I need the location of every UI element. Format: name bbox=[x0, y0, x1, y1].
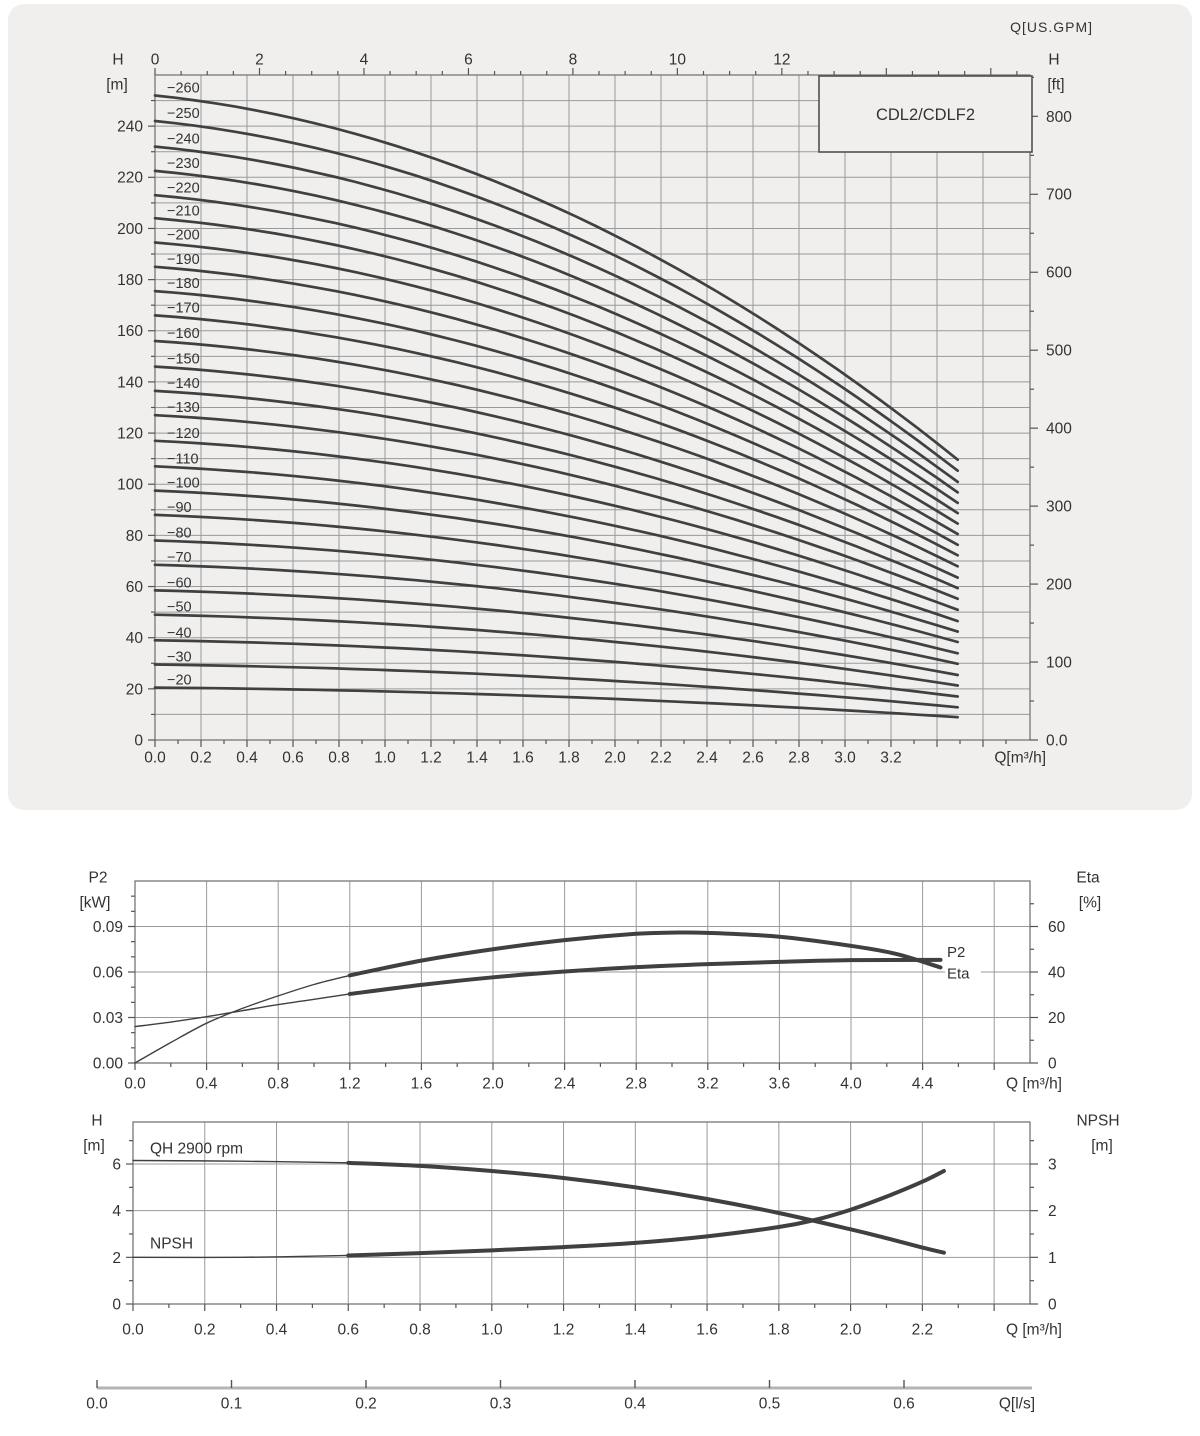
tick-label: 1.8 bbox=[558, 749, 580, 767]
tick-label: 2.0 bbox=[604, 749, 626, 767]
power-efficiency-chart bbox=[80, 869, 1102, 1092]
axis-title: Eta bbox=[1076, 869, 1100, 887]
tick-label: 0.2 bbox=[355, 1395, 377, 1413]
tick-label: 4.4 bbox=[911, 1075, 934, 1093]
tick-label: 0.8 bbox=[328, 749, 350, 767]
tick-label: 0.4 bbox=[265, 1321, 288, 1339]
tick-label: 0.0 bbox=[1046, 732, 1068, 750]
curve-label: −260 bbox=[167, 80, 200, 97]
tick-label: 2.2 bbox=[650, 749, 672, 767]
axis-title: Q [m³/h] bbox=[1006, 1075, 1062, 1093]
tick-label: 20 bbox=[125, 681, 143, 699]
tick-label: 40 bbox=[125, 630, 143, 648]
axis-title: P2 bbox=[88, 869, 108, 887]
tick-label: 2.4 bbox=[696, 749, 718, 767]
eta-curve bbox=[350, 932, 941, 975]
tick-label: 1.0 bbox=[374, 749, 396, 767]
curve-label: −230 bbox=[167, 155, 200, 172]
tick-label: 8 bbox=[568, 51, 578, 69]
tick-label: 200 bbox=[1046, 576, 1072, 594]
tick-label: 100 bbox=[1046, 654, 1072, 672]
curve-label: −210 bbox=[167, 203, 200, 220]
tick-label: 0.1 bbox=[220, 1395, 243, 1413]
tick-label: 0.8 bbox=[267, 1075, 289, 1093]
tick-label: 0.4 bbox=[624, 1395, 646, 1413]
axis-title: Q[US.GPM] bbox=[1010, 18, 1093, 35]
axis-title: H bbox=[112, 51, 124, 69]
tick-label: 60 bbox=[125, 578, 143, 596]
tick-label: 2.0 bbox=[482, 1075, 504, 1093]
tick-label: 80 bbox=[125, 527, 143, 545]
tick-label: 600 bbox=[1046, 264, 1072, 282]
tick-label: 2.0 bbox=[839, 1321, 862, 1339]
tick-label: 20 bbox=[1048, 1009, 1066, 1027]
chart-title: CDL2/CDLF2 bbox=[875, 105, 976, 124]
tick-label: 0 bbox=[1048, 1055, 1057, 1073]
curve-label: −80 bbox=[167, 525, 192, 542]
tick-label: 1.0 bbox=[481, 1321, 503, 1339]
tick-label: 0.6 bbox=[893, 1395, 915, 1413]
tick-label: 100 bbox=[117, 476, 143, 494]
series-label-p2: P2 bbox=[947, 944, 966, 962]
axis-title: H bbox=[91, 1112, 103, 1130]
tick-label: 0.4 bbox=[195, 1075, 218, 1093]
curve-label: −50 bbox=[167, 599, 192, 616]
tick-label: 3.2 bbox=[697, 1075, 719, 1093]
tick-label: 3 bbox=[1048, 1156, 1057, 1174]
tick-label: 2.8 bbox=[788, 749, 810, 767]
curve-label: −250 bbox=[167, 106, 200, 123]
tick-label: 0.8 bbox=[409, 1321, 431, 1339]
tick-label: 2.6 bbox=[742, 749, 764, 767]
tick-label: 120 bbox=[117, 425, 143, 443]
curve-label: −60 bbox=[167, 575, 192, 592]
tick-label: 0 bbox=[150, 51, 160, 69]
tick-label: 2.8 bbox=[625, 1075, 647, 1093]
tick-label: 6 bbox=[464, 51, 473, 69]
tick-label: 0 bbox=[134, 732, 143, 750]
curve-label: −200 bbox=[167, 227, 200, 244]
tick-label: 0.09 bbox=[92, 918, 123, 936]
tick-label: 0.6 bbox=[337, 1321, 360, 1339]
curve-label: −140 bbox=[167, 375, 200, 392]
axis-title: [m] bbox=[83, 1137, 105, 1155]
curve-label: −190 bbox=[167, 251, 200, 268]
tick-label: 10 bbox=[668, 51, 687, 69]
series-label-eta: Eta bbox=[947, 965, 970, 983]
tick-label: 4 bbox=[112, 1203, 121, 1221]
curve-label: −70 bbox=[167, 549, 192, 566]
curve-label-npsh: NPSH bbox=[150, 1235, 194, 1253]
tick-label: 0.4 bbox=[236, 749, 258, 767]
curve-label: −120 bbox=[167, 425, 200, 442]
curve-label: −100 bbox=[167, 475, 200, 492]
curve-label: −220 bbox=[167, 180, 200, 197]
tick-label: 0 bbox=[1048, 1296, 1057, 1314]
npsh-curve bbox=[348, 1171, 944, 1255]
tick-label: 1.2 bbox=[552, 1321, 575, 1339]
axis-title: [m] bbox=[1091, 1137, 1113, 1155]
tick-label: 220 bbox=[117, 169, 143, 187]
tick-label: 0.3 bbox=[489, 1395, 512, 1413]
eta-curve bbox=[135, 975, 350, 1063]
axis-title: Q [m³/h] bbox=[1006, 1321, 1062, 1339]
tick-label: 1.2 bbox=[339, 1075, 361, 1093]
tick-label: 700 bbox=[1046, 186, 1072, 204]
tick-label: 3.0 bbox=[834, 749, 856, 767]
tick-label: 140 bbox=[117, 374, 143, 392]
tick-label: 0.06 bbox=[92, 964, 123, 982]
tick-label: 800 bbox=[1046, 108, 1072, 126]
axis-title: NPSH bbox=[1076, 1112, 1120, 1130]
curve-label: −90 bbox=[167, 499, 192, 516]
tick-label: 1.4 bbox=[466, 749, 488, 767]
axis-title: [m] bbox=[106, 76, 128, 94]
axis-title: [kW] bbox=[79, 894, 111, 912]
curve-label: −240 bbox=[167, 131, 200, 148]
tick-label: 4 bbox=[359, 51, 369, 69]
tick-label: 2.4 bbox=[553, 1075, 576, 1093]
tick-label: 1.6 bbox=[696, 1321, 718, 1339]
axis-title: [ft] bbox=[1047, 76, 1065, 94]
tick-label: 40 bbox=[1048, 964, 1066, 982]
tick-label: 180 bbox=[117, 272, 143, 290]
tick-label: 0.5 bbox=[758, 1395, 781, 1413]
tick-label: 240 bbox=[117, 118, 143, 136]
tick-label: 400 bbox=[1046, 420, 1072, 438]
tick-label: 2 bbox=[255, 51, 264, 69]
p2-curve bbox=[135, 994, 350, 1027]
curve-label: −170 bbox=[167, 300, 200, 317]
tick-label: 2 bbox=[1048, 1203, 1057, 1221]
curve-label: −150 bbox=[167, 351, 200, 368]
tick-label: 2.2 bbox=[911, 1321, 934, 1339]
axis-title: Q[m³/h] bbox=[994, 749, 1046, 767]
tick-label: 3.6 bbox=[768, 1075, 791, 1093]
qh-curve bbox=[133, 1161, 348, 1163]
tick-label: 0.0 bbox=[86, 1395, 108, 1413]
curve-label: −30 bbox=[167, 649, 192, 666]
tick-label: 160 bbox=[117, 323, 143, 341]
axis-title: H bbox=[1048, 51, 1060, 69]
tick-label: 0.03 bbox=[92, 1009, 123, 1027]
curve-label: −160 bbox=[167, 326, 200, 343]
curve-label: −20 bbox=[167, 672, 192, 689]
tick-label: 4.0 bbox=[840, 1075, 862, 1093]
tick-label: 0.0 bbox=[124, 1075, 146, 1093]
tick-label: 0 bbox=[112, 1296, 121, 1314]
curve-label: −130 bbox=[167, 400, 200, 417]
tick-label: 0.6 bbox=[282, 749, 304, 767]
axis-title: [%] bbox=[1078, 894, 1102, 912]
tick-label: 3.2 bbox=[880, 749, 902, 767]
tick-label: 12 bbox=[773, 51, 791, 69]
tick-label: 1.4 bbox=[624, 1321, 647, 1339]
axis-title: Q[l/s] bbox=[998, 1395, 1035, 1413]
p2-curve bbox=[350, 960, 941, 994]
tick-label: 60 bbox=[1048, 918, 1066, 936]
tick-label: 1.6 bbox=[512, 749, 534, 767]
tick-label: 0.0 bbox=[144, 749, 166, 767]
tick-label: 0.2 bbox=[193, 1321, 216, 1339]
tick-label: 1.2 bbox=[420, 749, 442, 767]
tick-label: 200 bbox=[117, 220, 143, 238]
tick-label: 1.6 bbox=[410, 1075, 433, 1093]
tick-label: 500 bbox=[1046, 342, 1072, 360]
tick-label: 0.2 bbox=[190, 749, 212, 767]
tick-label: 6 bbox=[112, 1156, 121, 1174]
flow-ls-axis bbox=[86, 1380, 1035, 1412]
tick-label: 1 bbox=[1048, 1249, 1057, 1267]
tick-label: 2 bbox=[112, 1249, 121, 1267]
curve-label: −110 bbox=[167, 451, 199, 468]
tick-label: 0.0 bbox=[122, 1321, 144, 1339]
tick-label: 300 bbox=[1046, 498, 1072, 516]
curve-label-qh: QH 2900 rpm bbox=[150, 1140, 244, 1158]
curve-label: −180 bbox=[167, 276, 200, 293]
curve-label: −40 bbox=[167, 625, 192, 642]
plot-border bbox=[133, 1122, 1030, 1304]
qh-npsh-chart bbox=[83, 1112, 1119, 1338]
tick-label: 0.00 bbox=[92, 1055, 123, 1073]
tick-label: 1.8 bbox=[768, 1321, 790, 1339]
